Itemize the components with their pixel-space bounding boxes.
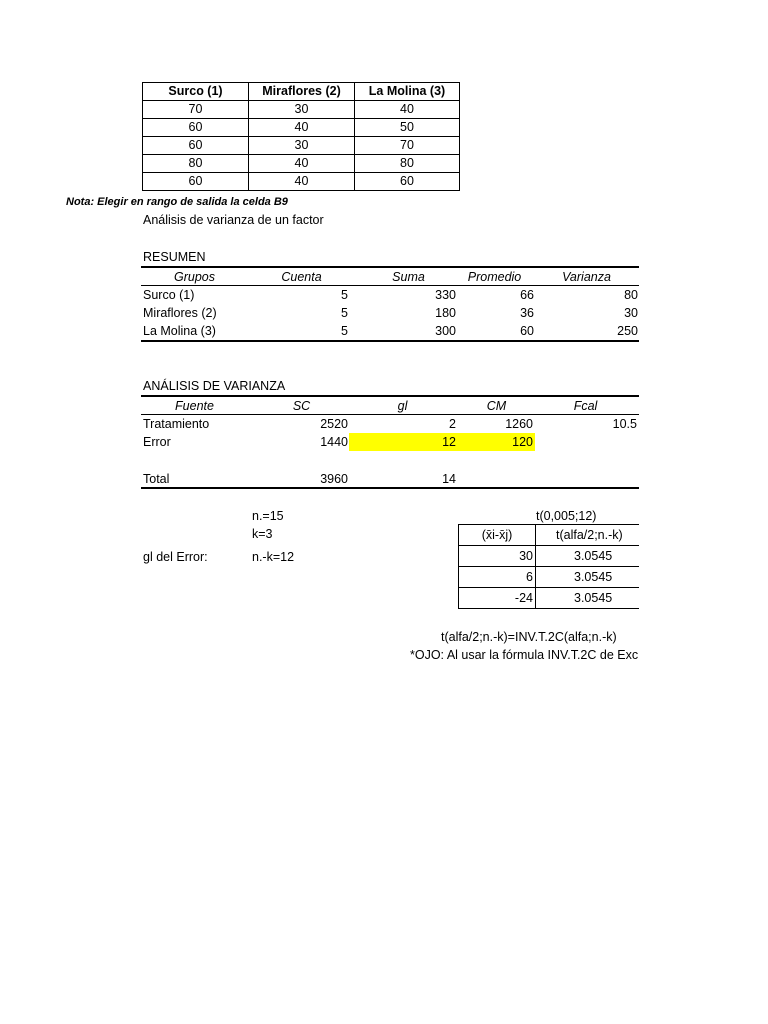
- table-cell: 80: [143, 155, 249, 173]
- table-cell: 30: [459, 546, 536, 567]
- param-n: n.=15: [252, 509, 284, 523]
- anova-header-fcal: Fcal: [573, 399, 598, 413]
- column-header: Miraflores (2): [249, 83, 355, 101]
- summary-row-promedio: 36: [520, 306, 534, 320]
- summary-row-group: La Molina (3): [143, 324, 216, 338]
- summary-title: RESUMEN: [143, 250, 206, 264]
- table-row: [459, 588, 640, 609]
- anova-bottom-rule: [141, 487, 639, 489]
- table-cell: 30: [249, 101, 355, 119]
- t-table: [458, 524, 639, 610]
- column-header: Surco (1): [143, 83, 249, 101]
- table-row: [143, 119, 460, 137]
- summary-row-cuenta: 5: [341, 306, 348, 320]
- table-cell: 3.0545: [536, 588, 640, 609]
- table-cell: 60: [143, 173, 249, 191]
- table-cell: 70: [355, 137, 460, 155]
- table-cell: 3.0545: [536, 546, 640, 567]
- summary-table: [141, 266, 639, 346]
- anova-header-sc: SC: [292, 399, 311, 413]
- summary-row-group: Miraflores (2): [143, 306, 217, 320]
- gl-error-value: n.-k=12: [252, 550, 295, 564]
- table-cell: 40: [249, 119, 355, 137]
- summary-row-varianza: 30: [624, 306, 638, 320]
- anova-row-gl: 2: [449, 417, 456, 431]
- anova-header-gl: gl: [397, 399, 408, 413]
- anova-header-cm: CM: [486, 399, 507, 413]
- summary-header-varianza: Varianza: [562, 270, 611, 284]
- anova-title: ANÁLISIS DE VARIANZA: [143, 379, 286, 393]
- anova-row-source: Tratamiento: [143, 417, 210, 431]
- table-cell: 70: [143, 101, 249, 119]
- column-header: La Molina (3): [355, 83, 460, 101]
- summary-row-suma: 300: [435, 324, 456, 338]
- table-row: [143, 173, 460, 191]
- column-header: (x̄i-x̄j): [459, 525, 536, 546]
- summary-row-promedio: 60: [520, 324, 534, 338]
- summary-row-suma: 330: [435, 288, 456, 302]
- summary-row-promedio: 66: [520, 288, 534, 302]
- ojo-note-clip: [410, 646, 639, 666]
- anova-row-source: Error: [143, 435, 171, 449]
- table-row: [143, 101, 460, 119]
- formula-text: t(alfa/2;n.-k)=INV.T.2C(alfa;n.-k): [441, 630, 617, 644]
- param-k: k=3: [252, 527, 273, 541]
- table-row: [143, 155, 460, 173]
- summary-header-promedio: Promedio: [467, 270, 522, 284]
- table-cell: 80: [355, 155, 460, 173]
- table-cell: 40: [355, 101, 460, 119]
- summary-bottom-rule: [141, 340, 639, 342]
- table-row: [459, 546, 640, 567]
- analysis-title: Análisis de varianza de un factor: [143, 213, 324, 227]
- anova-row-gl: 12: [442, 435, 456, 449]
- table-cell: 60: [355, 173, 460, 191]
- anova-row-sc: 1440: [320, 435, 348, 449]
- anova-row-sc: 3960: [320, 472, 348, 486]
- anova-row-fcal: 10.5: [612, 417, 637, 431]
- table-cell: 60: [143, 137, 249, 155]
- gl-error-label: gl del Error:: [143, 550, 208, 564]
- table-cell: 3.0545: [536, 567, 640, 588]
- anova-row-gl: 14: [442, 472, 456, 486]
- table-cell: 30: [249, 137, 355, 155]
- t-table-header: [459, 525, 640, 546]
- t-table-title: t(0,005;12): [536, 509, 597, 523]
- summary-row-suma: 180: [435, 306, 456, 320]
- summary-row-varianza: 80: [624, 288, 638, 302]
- data-table-header: [143, 83, 460, 101]
- table-row: [143, 137, 460, 155]
- table-row: [459, 567, 640, 588]
- anova-table: [141, 395, 639, 495]
- summary-header-grupos: Grupos: [174, 270, 215, 284]
- table-cell: -24: [459, 588, 536, 609]
- anova-row-source: Total: [143, 472, 170, 486]
- table-cell: 6: [459, 567, 536, 588]
- table-cell: 40: [249, 173, 355, 191]
- table-cell: 60: [143, 119, 249, 137]
- column-header: t(alfa/2;n.-k): [536, 525, 640, 546]
- table-cell: 40: [249, 155, 355, 173]
- summary-header-suma: Suma: [392, 270, 425, 284]
- summary-row-group: Surco (1): [143, 288, 195, 302]
- anova-row-sc: 2520: [320, 417, 348, 431]
- table-cell: 50: [355, 119, 460, 137]
- anova-row-cm: 120: [512, 435, 533, 449]
- summary-row-varianza: 250: [617, 324, 638, 338]
- anova-row-cm: 1260: [505, 417, 533, 431]
- summary-row-cuenta: 5: [341, 288, 348, 302]
- note-text: Nota: Elegir en rango de salida la celda B9: [66, 196, 288, 208]
- summary-header-cuenta: Cuenta: [281, 270, 322, 284]
- data-table: [142, 82, 460, 191]
- ojo-note: *OJO: Al usar la fórmula INV.T.2C de Exc: [410, 648, 639, 662]
- summary-row-cuenta: 5: [341, 324, 348, 338]
- anova-header-fuente: Fuente: [175, 399, 214, 413]
